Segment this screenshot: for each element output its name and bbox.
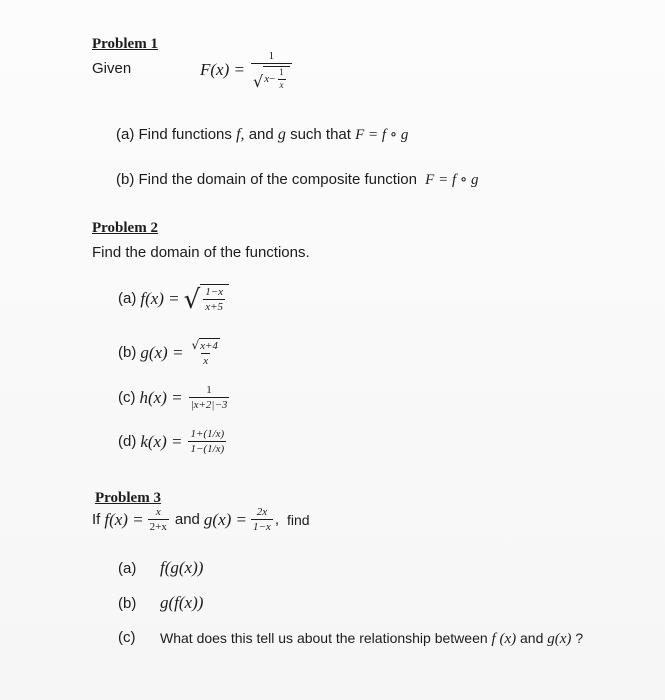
p3-f-fraction [148, 506, 169, 533]
p3-g-fraction [251, 506, 273, 533]
part-a-and: and [248, 126, 274, 143]
problem-1-formula [200, 50, 294, 91]
problem-1-given: Given [92, 60, 132, 77]
F-numerator: 1 [268, 50, 275, 62]
item-b-label: (b) [118, 344, 137, 362]
problem-1-part-a [116, 125, 408, 144]
problem-2-item-c [118, 384, 231, 411]
item-b-sqrt [191, 338, 219, 352]
p3-and: and [174, 511, 200, 529]
p3-if: If [92, 511, 101, 529]
p3-g-num: 2x [256, 506, 268, 518]
item-b-den: x [203, 355, 209, 368]
item-c-lhs: h(x) = [139, 387, 183, 407]
item-c-num: 1 [206, 384, 212, 396]
part-a-g: g [277, 126, 286, 143]
p3-f-num: x [155, 506, 161, 518]
problem-3-statement [92, 506, 310, 533]
item-a-sqrt [183, 284, 229, 316]
item-d-den: 1−(1/x) [190, 443, 225, 456]
p3-comma: , [274, 511, 279, 529]
problem-1-part-b [116, 170, 478, 189]
radical-icon: √ [183, 285, 201, 316]
p3-g-lhs: g(x) = [203, 509, 247, 529]
item-a-den: x+5 [205, 301, 224, 314]
item-b-lhs: g(x) = [140, 342, 184, 362]
F-lhs: F(x) = [200, 60, 245, 80]
radical-icon: √ [191, 337, 200, 352]
p3-c-label: (c) [118, 629, 136, 646]
part-b-text: (b) Find the domain of the composite function [116, 171, 417, 188]
part-a-text: (a) Find functions [116, 126, 232, 143]
item-b-radicand: x+4 [200, 340, 218, 352]
F-denominator [251, 63, 292, 91]
item-c-label: (c) [118, 389, 136, 407]
item-a-label: (a) [118, 290, 137, 308]
F-inner-num: 1 [279, 67, 284, 78]
part-b-formula: F = f ∘ g [425, 172, 479, 188]
p3-f-lhs: f(x) = [104, 509, 144, 529]
problem-2-item-b [118, 338, 224, 367]
problem-3-heading: Problem 3 [95, 490, 161, 506]
p3-find: find [286, 511, 310, 528]
p3-a-label: (a) [118, 560, 137, 577]
problem-2-item-d [118, 428, 228, 455]
p3-c-question [160, 630, 583, 648]
part-a-such: such that [290, 126, 351, 143]
item-a-num: 1−x [205, 286, 224, 298]
p3-c-fx: f (x) [491, 631, 517, 647]
p3-c-text: What does this tell us about the relationship between [160, 630, 488, 646]
item-d-num: 1+(1/x) [190, 428, 225, 440]
problem-1-heading: Problem 1 [92, 36, 158, 52]
part-a-f: f, [236, 126, 245, 143]
F-radicand [263, 66, 290, 91]
radical-icon: √ [252, 72, 264, 92]
item-d-lhs: k(x) = [140, 431, 183, 451]
F-inner-den: x [279, 79, 284, 90]
F-rad-x: x [264, 73, 270, 86]
problem-2-heading: Problem 2 [92, 220, 158, 236]
item-b-fraction [189, 338, 221, 367]
p3-b-label: (b) [118, 595, 137, 612]
F-inner-fraction [277, 68, 286, 91]
p3-b-expr: g(f(x)) [160, 593, 204, 612]
p3-f-den: 2+x [149, 521, 167, 534]
p3-c-gx: g(x) [547, 631, 572, 647]
p3-c-q: ? [575, 630, 584, 646]
p3-g-den: 1−x [253, 521, 271, 534]
problem-2-item-a [118, 284, 229, 316]
F-fraction [251, 50, 292, 91]
item-d-fraction [188, 428, 226, 455]
F-sqrt [253, 66, 290, 91]
p3-c-and: and [520, 630, 544, 646]
item-d-label: (d) [118, 433, 137, 451]
p3-a-expr: f(g(x)) [160, 558, 204, 577]
F-rad-minus: − [269, 73, 276, 86]
item-c-den: |x+2|−3 [190, 399, 228, 412]
item-a-lhs: f(x) = [140, 288, 180, 308]
part-a-formula: F = f ∘ g [355, 127, 409, 143]
item-a-fraction [203, 286, 225, 313]
item-c-fraction [189, 384, 230, 411]
item-b-num [189, 338, 221, 353]
problem-2-instruction: Find the domain of the functions. [92, 244, 310, 261]
item-a-radicand [200, 284, 229, 313]
